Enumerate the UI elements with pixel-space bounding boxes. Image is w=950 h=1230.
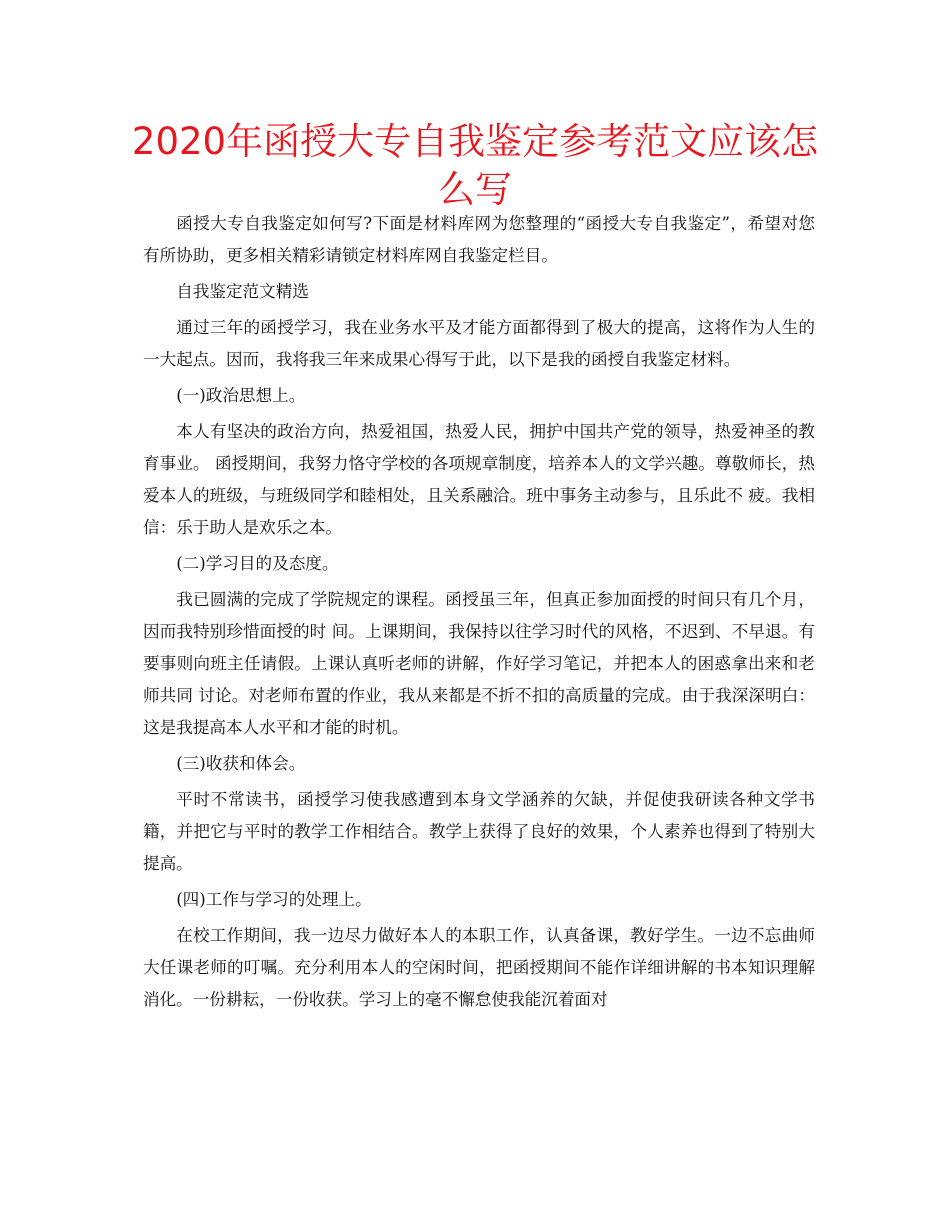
- section-heading-gains: (三)收获和体会。: [176, 754, 306, 773]
- paragraph-study: 我已圆满的完成了学院规定的课程。函授虽三年，但真正参加面授的时间只有几个月，因而我特别珍惜面授的时 间。上课期间，我保持以往学习时代的风格，不迟到、不早退。有要事则向班主任请假。上课认真听老师的讲解，作好学习笔记，并把本人的困惑拿出来和老师共同 讨论。对老师布置的作业，我从来都是不折不扣的高质量的完成。由于我深深明白：这是我提高本人水平和才能的时机。: [143, 590, 815, 737]
- paragraph-overview: 通过三年的函授学习，我在业务水平及才能方面都得到了极大的提高，这将作为人生的一大起点。因而，我将我三年来成果心得写于此，以下是我的函授自我鉴定材料。: [143, 318, 815, 369]
- paragraph-gains: 平时不常读书，函授学习使我感遭到本身文学涵养的欠缺，并促使我研读各种文学书籍，并把它与平时的教学工作相结合。教学上获得了良好的效果，个人素养也得到了特别大提高。: [143, 790, 815, 873]
- section-heading-sample: 自我鉴定范文精选: [176, 282, 309, 301]
- paragraph-work: 在校工作期间，我一边尽力做好本人的本职工作，认真备课，教好学生。一边不忘曲师大任课老师的叮嘱。充分利用本人的空闲时间，把函授期间不能作详细讲解的书本知识理解消化。一份耕耘，一份收获。学习上的毫不懈怠使我能沉着面对: [143, 926, 815, 1009]
- section-heading-politics: (一)政治思想上。: [176, 386, 306, 405]
- intro-paragraph: 函授大专自我鉴定如何写?下面是材料库网为您整理的“函授大专自我鉴定”，希望对您有所协助，更多相关精彩请锁定材料库网自我鉴定栏目。: [143, 214, 815, 265]
- section-heading-study: (二)学习目的及态度。: [176, 554, 339, 573]
- paragraph-politics: 本人有坚决的政治方向，热爱祖国，热爱人民，拥护中国共产党的领导，热爱神圣的教育事业。 函授期间，我努力恪守学校的各项规章制度，培养本人的文学兴趣。尊敬师长，热爱本人的班级，与班级同学和睦相处，且关系融洽。班中事务主动参与，且乐此不 疲。我相信：乐于助人是欢乐之本。: [143, 422, 815, 537]
- section-heading-work: (四)工作与学习的处理上。: [176, 890, 372, 909]
- document-title: 2020年函授大专自我鉴定参考范文应该怎么写: [131, 120, 819, 211]
- document-body: [143, 208, 815, 1020]
